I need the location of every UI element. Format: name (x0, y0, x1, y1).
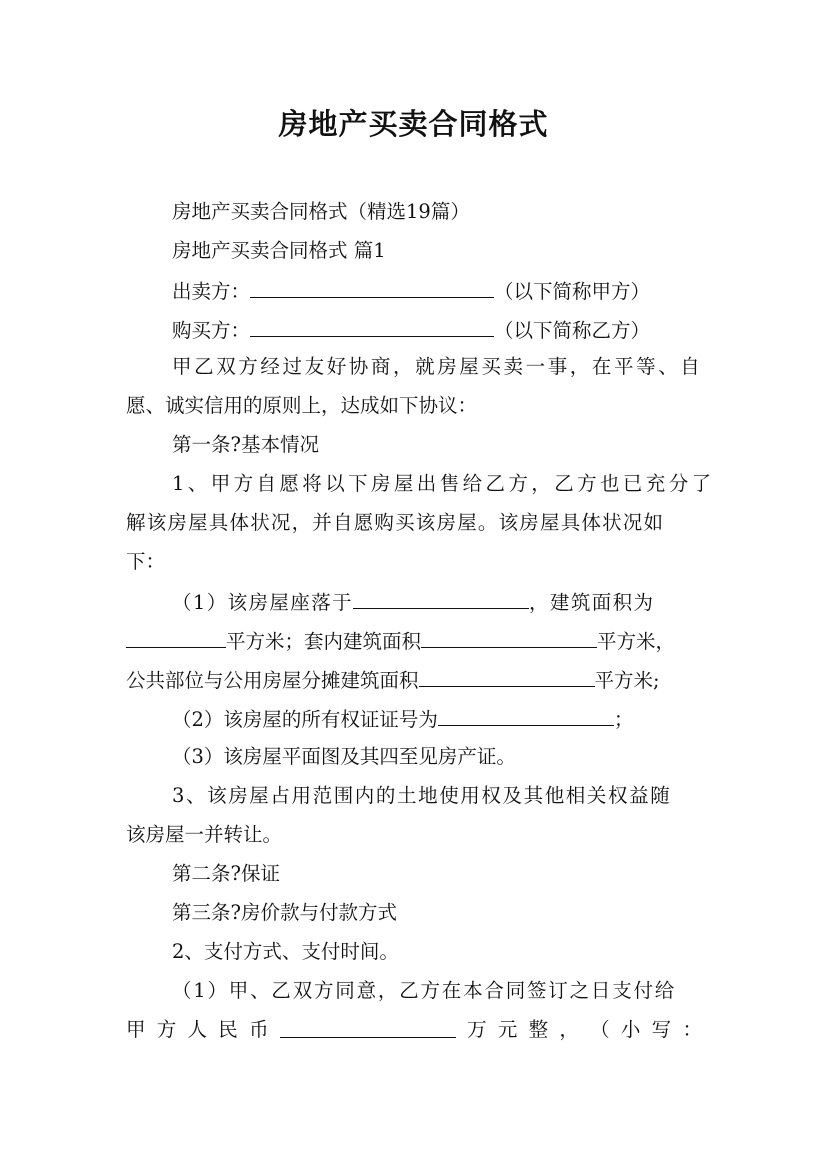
item-1-line-1 (172, 588, 654, 616)
buyer-blank (250, 316, 494, 337)
payment-method-line: 2、支付方式、支付时间。 (172, 940, 399, 963)
item-1-line-2 (126, 627, 675, 655)
location-blank (353, 588, 529, 609)
article-1-heading: 第一条?基本情况 (172, 433, 319, 456)
amount-blank (280, 1017, 456, 1038)
buyer-suffix: （以下简称乙方） (494, 319, 651, 342)
shared-area-blank (419, 666, 595, 687)
section-heading: 房地产买卖合同格式 篇1 (172, 239, 386, 262)
clause-1-line-3: 下： (126, 550, 166, 573)
subtitle-line: 房地产买卖合同格式（精选19篇） (172, 200, 470, 223)
buyer-line (172, 316, 650, 344)
pay-char: 人 (187, 1018, 208, 1041)
item-1-text-d: 平方米， (597, 630, 676, 653)
item-1-text-c: 平方米；套内建筑面积 (226, 630, 422, 653)
area-blank (126, 627, 226, 648)
pay-char: ， (559, 1018, 579, 1041)
item-1-line-3 (126, 666, 660, 694)
item-2-text-b: ； (613, 708, 634, 731)
clause-1-line-2: 解该房屋具体状况，并自愿购买该房屋。该房屋具体状况如 (126, 511, 665, 534)
item-1-text-a: （1）该房屋座落于 (172, 591, 354, 614)
seller-line (172, 277, 650, 305)
certificate-blank (438, 705, 614, 726)
seller-suffix: （以下简称甲方） (494, 280, 651, 303)
pay-char: 币 (249, 1018, 269, 1041)
document-title: 房地产买卖合同格式 (278, 107, 549, 141)
pay-char: （ (590, 1018, 610, 1041)
item-1-text-f: 平方米; (594, 669, 660, 692)
pay-char: ： (682, 1018, 702, 1041)
clause-3-line-1: 3、该房屋占用范围内的土地使用权及其他相关权益随 (172, 784, 672, 807)
item-2-text-a: （2）该房屋的所有权证证号为 (172, 708, 438, 731)
pay-char: 方 (156, 1018, 177, 1041)
article-2-heading: 第二条?保证 (172, 862, 280, 885)
payment-clause-line-1: （1）甲、乙双方同意，乙方在本合同签订之日支付给 (172, 979, 677, 1002)
pay-char: 写 (651, 1018, 672, 1041)
payment-clause-line-2 (126, 1017, 702, 1043)
clause-3-line-2: 该房屋一并转让。 (126, 823, 283, 846)
intro-line-2: 愿、诚实信用的原则上，达成如下协议： (126, 394, 478, 417)
pay-char: 万 (467, 1018, 487, 1041)
seller-label: 出卖方： (172, 280, 251, 303)
item-1-text-e: 公共部位与公用房屋分摊建筑面积 (126, 669, 419, 692)
article-3-heading: 第三条?房价款与付款方式 (172, 901, 397, 924)
item-2-line (172, 705, 633, 733)
item-1-text-b: ，建筑面积为 (529, 591, 655, 614)
inner-area-blank (421, 627, 597, 648)
pay-char: 甲 (126, 1018, 146, 1041)
pay-char: 小 (620, 1018, 641, 1041)
seller-blank (250, 277, 494, 298)
item-3-line: （3）该房屋平面图及其四至见房产证。 (172, 745, 516, 768)
buyer-label: 购买方： (172, 319, 251, 342)
clause-1-line-1: 1、甲方自愿将以下房屋出售给乙方，乙方也已充分了 (172, 472, 715, 495)
pay-char: 元 (497, 1018, 518, 1041)
intro-line-1: 甲乙双方经过友好协商，就房屋买卖一事，在平等、自 (172, 355, 703, 378)
pay-char: 民 (218, 1018, 238, 1041)
pay-char: 整 (528, 1018, 549, 1041)
